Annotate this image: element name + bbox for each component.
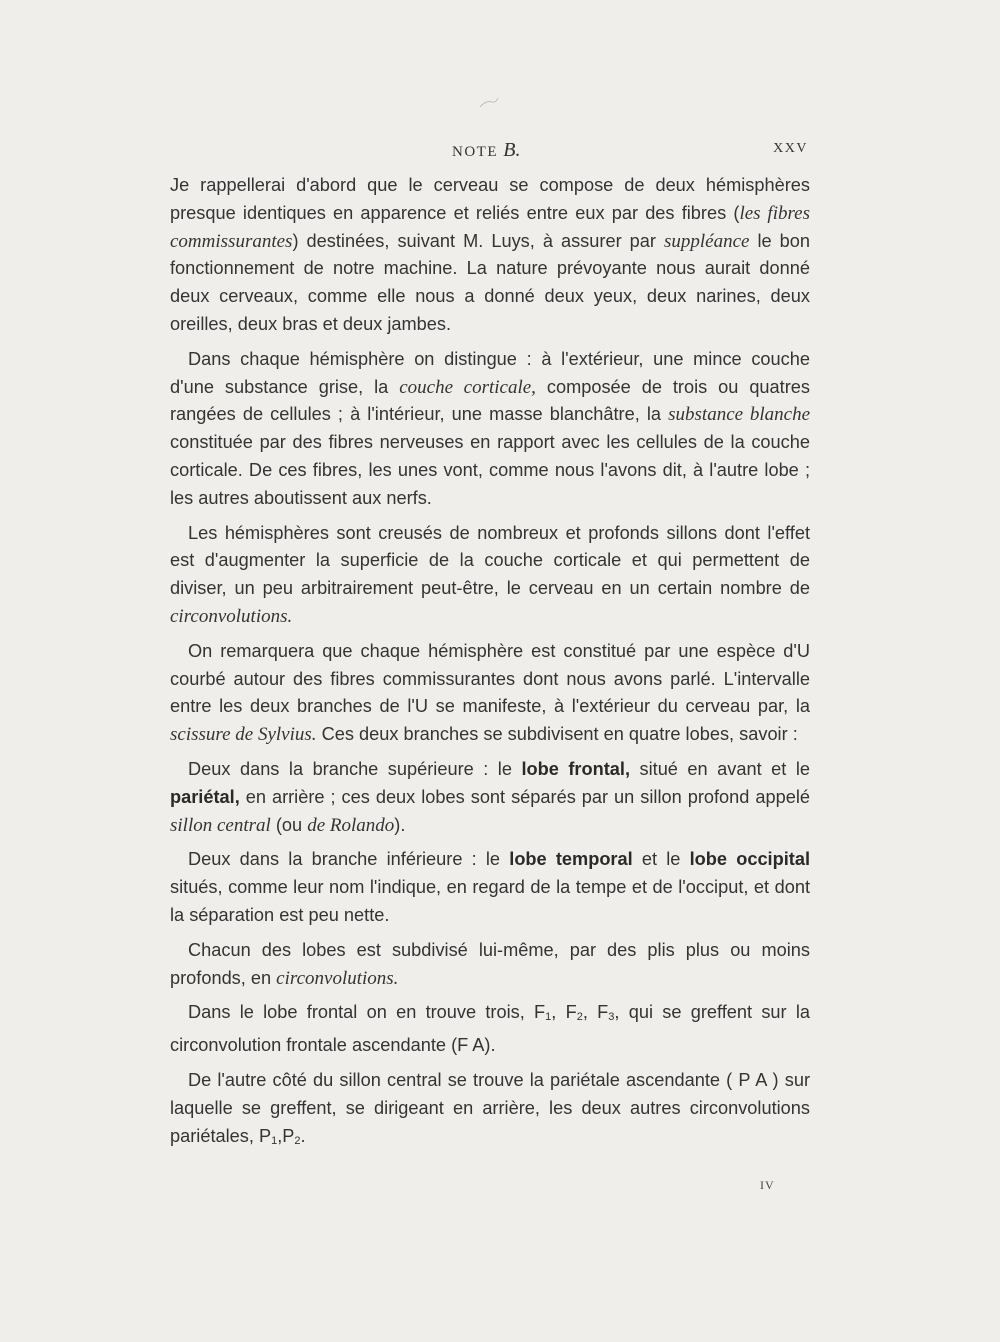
text-run: et le xyxy=(632,849,690,870)
paragraph-6 xyxy=(170,846,810,929)
paragraph-1 xyxy=(170,172,810,339)
bold-run: pariétal, xyxy=(170,786,240,807)
body-text xyxy=(170,172,810,1162)
text-run: ). xyxy=(394,814,406,835)
text-run: Dans le lobe frontal on en trouve trois, F xyxy=(188,1002,546,1023)
subscript: 2 xyxy=(576,1011,583,1024)
paragraph-7 xyxy=(170,937,810,993)
text-run: Dans chaque hémisphère on distingue : à l'extérieur, une mince couche d'une substance grise, la xyxy=(170,348,810,397)
text-run: Chacun des lobes est subdivisé lui-même, par des plis plus ou moins profonds, en xyxy=(170,939,810,988)
italic-run: les fibres commissurantes xyxy=(170,202,810,252)
text-run: , qui se greffent sur la circonvolution frontale ascendante (F A). xyxy=(170,1002,811,1056)
text-run: Deux dans la branche supérieure : le xyxy=(188,758,522,779)
italic-run: sillon central xyxy=(170,814,271,836)
bold-run: lobe frontal, xyxy=(521,758,630,779)
text-run: , F xyxy=(582,1002,609,1023)
bold-run: lobe occipital xyxy=(689,849,810,870)
text-run: Deux dans la branche inférieure : le xyxy=(188,849,510,870)
text-run: situé en avant et le xyxy=(630,758,810,779)
paragraph-5 xyxy=(170,756,810,839)
bold-run: lobe temporal xyxy=(509,849,633,870)
text-run: Je rappellerai d'abord que le cerveau se compose de deux hémisphères presque identiques en apparence et reliés entre eux par des fibres ( xyxy=(170,175,810,223)
text-run: en arrière ; ces deux lobes sont séparés par un sillon profond appelé xyxy=(239,786,810,807)
italic-run: couche corticale, xyxy=(399,376,536,398)
text-run: ) destinées, suivant M. Luys, à assurer par xyxy=(292,230,664,251)
text-run: le bon fonctionnement de notre machine. La nature prévoyante nous aurait donné deux cerveaux, comme elle nous a donné deux yeux, deux narines, deux oreilles, deux bras et deux jambes. xyxy=(170,230,811,334)
text-run: constituée par des fibres nerveuses en rapport avec les cellules de la couche corticale. De ces fibres, les unes vont, comme nous l'avons dit, à l'autre lobe ; les autres aboutissent aux nerfs. xyxy=(170,432,810,508)
italic-run: circonvolutions. xyxy=(276,967,399,989)
paragraph-3 xyxy=(170,520,810,631)
text-run: De l'autre côté du sillon central se trouve la pariétale ascendante ( P A ) sur laquelle se greffent, se dirigeant en arrière, les deux autres circonvolutions pariétales, P xyxy=(170,1069,810,1146)
pencil-mark xyxy=(478,96,500,110)
running-title-letter: B. xyxy=(503,139,521,161)
running-title xyxy=(452,139,520,162)
italic-run: suppléance xyxy=(663,230,750,252)
text-run: . xyxy=(300,1125,306,1146)
paragraph-9 xyxy=(170,1067,810,1155)
text-run: Ces deux branches se subdivisent en quatre lobes, savoir : xyxy=(316,724,798,745)
page-number: XXV xyxy=(773,141,808,156)
signature-mark: IV xyxy=(760,1178,775,1192)
text-run: Les hémisphères sont creusés de nombreux et profonds sillons dont l'effet est d'augmenter la superficie de la couche corticale et qui permettent de diviser, un peu arbitrairement peut-être, le cerveau en un certain nombre de xyxy=(170,522,810,599)
running-title-text: NOTE xyxy=(452,144,498,160)
text-run: ,P xyxy=(277,1125,295,1146)
italic-run: substance blanche xyxy=(668,404,811,426)
italic-run: circonvolutions. xyxy=(170,605,293,627)
italic-run: de Rolando xyxy=(307,814,395,836)
text-run: situés, comme leur nom l'indique, en regard de la tempe et de l'occiput, et dont la séparation est peu nette. xyxy=(170,877,810,925)
italic-run: scissure de Sylvius. xyxy=(170,724,317,746)
subscript: 3 xyxy=(608,1011,615,1024)
subscript: 2 xyxy=(294,1134,301,1147)
text-run: , F xyxy=(551,1002,577,1023)
text-run: composée de trois ou quatres rangées de cellules ; à l'intérieur, une masse blanchâtre, la xyxy=(170,376,810,425)
paragraph-4 xyxy=(170,638,810,749)
paragraph-2 xyxy=(170,346,810,513)
paragraph-8 xyxy=(170,999,810,1060)
page-header xyxy=(170,139,810,165)
subscript: 1 xyxy=(271,1134,278,1147)
text-run: On remarquera que chaque hémisphère est constitué par une espèce d'U courbé autour des fibres commissurantes dont nous avons parlé. L'intervalle entre les deux branches de l'U se manifeste, à l'extérieur du cerveau par, la xyxy=(170,640,810,717)
subscript: 1 xyxy=(545,1011,552,1024)
text-run: (ou xyxy=(270,814,308,835)
